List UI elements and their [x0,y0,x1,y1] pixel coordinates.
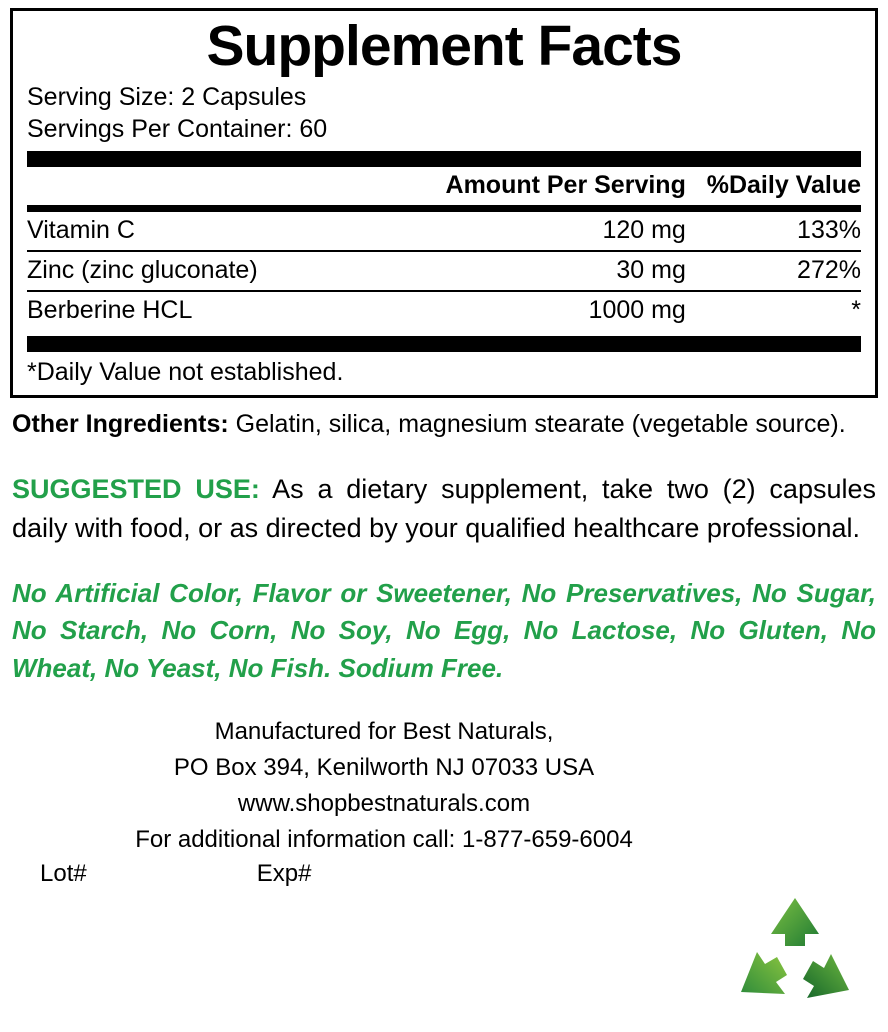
table-row [27,291,861,330]
other-ingredients-label: Other Ingredients: [12,409,229,438]
divider-under-header [27,205,861,212]
manufacturer-address: PO Box 394, Kenilworth NJ 07033 USA [173,753,595,781]
nutrient-name: Zinc (zinc gluconate) [27,251,419,291]
table-header-row [27,167,861,205]
manufacturer-website[interactable]: www.shopbestnaturals.com [237,789,531,817]
nutrition-rows [27,212,861,330]
table-header-blank [27,167,419,205]
manufacturer-name: Manufactured for Best Naturals, [214,717,554,745]
serving-size: Serving Size: 2 Capsules [27,82,307,111]
supplement-label [0,8,888,1032]
table-header-amount: Amount Per Serving [445,170,686,199]
nutrient-amount: 1000 mg [588,295,686,324]
nutrient-daily-value: 272% [686,251,861,291]
nutrient-amount: 120 mg [419,212,686,251]
page-title: Supplement Facts [206,14,682,78]
divider-thick-top [27,151,861,167]
nutrient-daily-value: 133% [686,212,861,251]
free-from-claims: No Artificial Color, Flavor or Sweetener, No Preservatives, No Sugar, No Starch, No Corn, No Soy, No Egg, No Lactose, No Gluten, No Wheat, No Yeast, No Fish. Sodium Free. [12,577,876,683]
suggested-use [12,470,876,548]
nutrient-name: Berberine HCL [27,295,193,324]
suggested-use-label: SUGGESTED USE: [12,474,260,505]
table-row [27,212,861,251]
exp-label: Exp# [256,859,312,887]
lot-exp-line [0,860,888,888]
divider-thick-bottom [27,336,861,352]
nutrient-amount: 30 mg [419,251,686,291]
lot-label: Lot# [40,859,87,887]
nutrition-table [27,167,861,205]
other-ingredients [12,408,876,441]
recycle-icon [730,894,860,1004]
nutrient-daily-value: * [851,295,861,324]
servings-per-container: Servings Per Container: 60 [27,114,328,143]
manufacturer-block [0,714,888,858]
manufacturer-phone: For additional information call: 1-877-659-6004 [135,825,633,853]
table-header-daily-value: %Daily Value [706,170,861,199]
table-row [27,251,861,291]
other-ingredients-text: Gelatin, silica, magnesium stearate (vegetable source). [228,409,846,438]
nutrient-name: Vitamin C [27,212,419,251]
suggested-use-text: As a dietary supplement, take two (2) capsules daily with food, or as directed by your qualified healthcare professional. [12,474,876,544]
daily-value-footnote: *Daily Value not established. [27,357,344,386]
supplement-facts-panel [10,8,878,398]
